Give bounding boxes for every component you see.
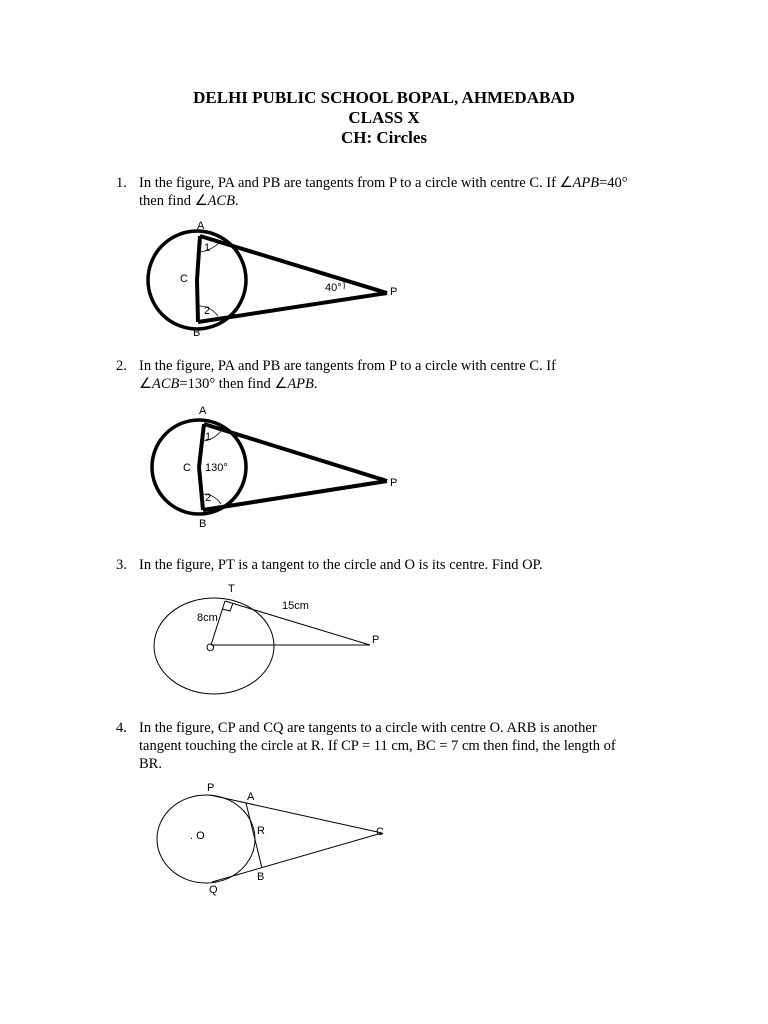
math-angle: APB (287, 376, 314, 392)
label-c: C (376, 826, 384, 838)
question-text: BR. (139, 756, 162, 772)
label-tangent: 15cm (282, 600, 309, 612)
question-text: In the figure, CP and CQ are tangents to a circle with centre O. ARB is another (139, 720, 597, 736)
question-2: 2. In the figure, PA and PB are tangents from P to a circle with centre C. If ∠ACB=130° then find ∠APB. (116, 358, 556, 392)
label-r: R (257, 825, 265, 837)
label-q: Q (209, 884, 218, 896)
label-a: A (197, 220, 205, 232)
math-value: =40° (599, 175, 628, 191)
label-radius: 8cm (197, 612, 218, 624)
label-angle: 40° (325, 282, 342, 294)
label-b: B (199, 518, 207, 530)
label-a: A (247, 791, 255, 803)
label-1: 1 (205, 431, 212, 443)
question-text: tangent touching the circle at R. If CP = 11 cm, BC = 7 cm then find, the length of (139, 738, 616, 754)
math-angle: ACB (207, 193, 235, 209)
math-angle: ACB (152, 376, 180, 392)
label-c: C (183, 462, 191, 474)
question-1: 1. In the figure, PA and PB are tangents from P to a circle with centre C. If ∠APB=40° then find ∠ACB. (116, 175, 628, 209)
math-value: =130° (179, 376, 216, 392)
label-o: O (206, 642, 215, 654)
question-number: 1. (116, 175, 127, 191)
question-text: In the figure, PA and PB are tangents from P to a circle with centre C. If ∠ (139, 175, 573, 191)
question-text: then find ∠ (139, 193, 208, 209)
label-c: C (180, 273, 188, 285)
label-b: B (193, 327, 201, 339)
label-a: A (199, 405, 207, 417)
math-angle: APB (572, 175, 600, 191)
question-number: 3. (116, 557, 127, 573)
chapter-title: CH: Circles (340, 128, 428, 147)
label-p: P (390, 477, 398, 489)
question-text: In the figure, PA and PB are tangents from P to a circle with centre C. If (139, 358, 556, 374)
label-1: 1 (204, 242, 211, 254)
school-title: DELHI PUBLIC SCHOOL BOPAL, AHMEDABAD (193, 88, 575, 107)
question-number: 2. (116, 358, 127, 374)
label-angle: 130° (205, 462, 228, 474)
class-title: CLASS X (348, 108, 420, 127)
label-p: P (372, 634, 380, 646)
label-p: P (390, 286, 398, 298)
label-2: 2 (204, 305, 211, 317)
label-t: T (228, 583, 235, 595)
label-o: . O (190, 830, 205, 842)
label-b: B (257, 871, 265, 883)
label-2: 2 (205, 492, 212, 504)
question-text: In the figure, PT is a tangent to the circle and O is its centre. Find OP. (139, 557, 543, 573)
question-number: 4. (116, 720, 127, 736)
label-p: P (207, 782, 215, 794)
